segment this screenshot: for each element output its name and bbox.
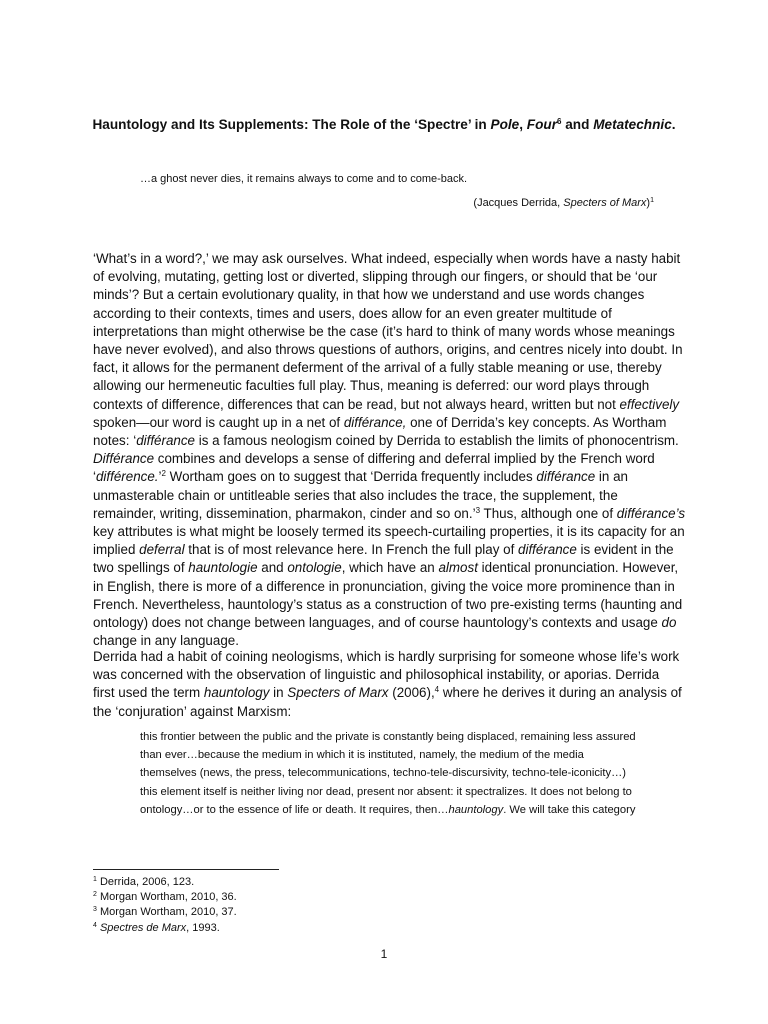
- text-run: is a famous neologism coined by Derrida to establish the limits of phonocentrism.: [195, 433, 679, 449]
- text-line: [93, 505, 685, 523]
- italic-run: ontologie: [287, 560, 342, 576]
- text-line: minds’? But a certain evolutionary quality, in that how we understand and use words changes: [93, 287, 645, 303]
- page-number: 1: [380, 947, 388, 961]
- text-run: where he derives it during an analysis of: [439, 685, 682, 701]
- block-quote: [140, 728, 700, 819]
- text-run: Thus, although one of: [480, 505, 617, 521]
- footnote-divider: [93, 869, 279, 870]
- text-line: the ‘conjuration’ against Marxism:: [93, 703, 292, 719]
- quote-line: than ever…because the medium in which it is instituted, namely, the medium of the media: [140, 749, 584, 762]
- italic-run: différance: [136, 433, 195, 449]
- text-line: ‘What’s in a word?,’ we may ask ourselves. What indeed, especially when words have a nasty habit: [93, 251, 681, 266]
- text-line: Derrida had a habit of coining neologisms, which is hardly surprising for someone whose life’s work: [93, 649, 680, 664]
- footnote-italic: Spectres de Marx: [96, 921, 187, 934]
- footnote-2: [93, 890, 237, 905]
- epigraph-quote: …a ghost never dies, it remains always to come and to come-back.: [140, 173, 468, 185]
- text-line: unmasterable chain or untitleable series that also includes the trace, the supplement, the: [93, 487, 618, 503]
- text-line: key attributes is what might be loosely termed its speech-curtailing properties, it is its capacity for an: [93, 524, 685, 540]
- text-line: fact, it allows for the permanent deferment of the arrival of a fully stable meaning or use, thereby: [93, 360, 662, 376]
- text-line: [93, 559, 685, 577]
- italic-run: deferral: [139, 542, 185, 558]
- footnotes: [93, 875, 237, 936]
- italic-run: hauntology: [203, 685, 270, 701]
- title-superscript: 6: [557, 117, 562, 126]
- footnote-3: [93, 905, 237, 920]
- text-run: . We will take this category: [503, 803, 636, 816]
- text-run: ontology) does not change between languages, and of course hauntology’s contexts and usage: [93, 615, 662, 631]
- document-title: [60, 117, 708, 132]
- text-line: was concerned with the observation of linguistic and philosophical instability, or aporias. Derrida: [93, 667, 660, 683]
- text-run: two spellings of: [93, 560, 189, 576]
- text-run: in: [269, 685, 288, 701]
- text-run: first used the term: [93, 685, 204, 701]
- text-line: of evolving, mutating, getting lost or diverted, slipping through our fingers, or should that be ‘our: [93, 269, 658, 285]
- footnote-number: 3: [93, 906, 97, 914]
- text-run: one of Derrida’s key concepts. As Wortham: [406, 414, 667, 430]
- italic-run: hauntology: [448, 803, 504, 816]
- text-line: change in any language.: [93, 633, 239, 649]
- text-line: [93, 432, 685, 450]
- text-run: , which have an: [341, 560, 439, 576]
- attribution-suffix: ): [646, 197, 651, 209]
- footnote-number: 2: [93, 891, 97, 899]
- footnote-text: Morgan Wortham, 2010, 36.: [96, 891, 237, 904]
- text-run: ontology…or to the essence of life or death. It requires, then…: [140, 803, 449, 816]
- italic-run: effectively: [619, 396, 680, 412]
- text-line: [93, 684, 685, 702]
- quote-line: this element itself is neither living nor dead, present nor absent: it spectralizes. It does not belong to: [140, 785, 632, 798]
- text-line: allowing our hermeneutic faculties full play. Thus, meaning is deferred: our word plays through: [93, 378, 650, 394]
- title-four: Four: [526, 117, 557, 132]
- text-run: contexts of difference, differences that can be read, but not always heard, written but not: [93, 396, 620, 412]
- title-text: Hauntology and Its Supplements: The Role of the ‘Spectre’ in: [92, 117, 491, 132]
- footnote-ref-4: 4: [434, 685, 440, 695]
- attribution-prefix: (Jacques Derrida,: [473, 197, 564, 209]
- text-run: Wortham goes on to suggest that ‘Derrida frequently includes: [165, 469, 537, 485]
- italic-run: Différance: [93, 451, 155, 467]
- text-line: interpretations than might otherwise be the case (it’s hard to think of many words whose meanings: [93, 323, 675, 339]
- text-run: spoken—our word is caught up in a net of: [93, 414, 344, 430]
- attribution-title: Specters of Marx: [563, 197, 647, 209]
- text-run: identical pronunciation. However,: [477, 560, 679, 576]
- italic-run: différance,: [343, 414, 407, 430]
- italic-run: différance: [536, 469, 596, 485]
- footnote-1: [93, 875, 237, 890]
- text-run: that is of most relevance here. In French the full play of: [184, 542, 519, 558]
- footnote-text: Derrida, 2006, 123.: [96, 876, 195, 888]
- text-run: remainder, writing, dissemination, pharmakon, cinder and so on.’: [93, 505, 476, 521]
- quote-line: [140, 801, 700, 819]
- paragraph-1: [93, 250, 685, 650]
- text-line: [93, 468, 685, 486]
- text-run: and: [257, 560, 288, 576]
- text-run: ‘: [93, 469, 96, 485]
- text-run: implied: [93, 542, 140, 558]
- text-run: in an: [595, 469, 628, 485]
- text-line: French. Nevertheless, hauntology’s status as a construction of two pre-existing terms (haunting and: [93, 596, 683, 612]
- text-run: combines and develops a sense of differing and deferral implied by the French word: [154, 451, 655, 467]
- text-run: ’: [158, 469, 162, 485]
- text-line: [93, 414, 685, 432]
- italic-run: do: [661, 615, 677, 631]
- footnote-number: 4: [93, 921, 97, 929]
- text-line: [93, 450, 685, 468]
- quote-line: this frontier between the public and the private is constantly being displaced, remaining less assured: [140, 731, 636, 743]
- title-and: and: [561, 117, 594, 132]
- title-period: .: [671, 117, 676, 132]
- text-run: is evident in the: [576, 542, 674, 558]
- paragraph-2: [93, 648, 685, 721]
- text-run: (2006),: [388, 685, 435, 701]
- footnote-ref-3: 3: [475, 505, 481, 515]
- text-run: notes: ‘: [93, 433, 137, 449]
- footnote-text: , 1993.: [186, 921, 220, 934]
- footnote-number: 1: [93, 876, 97, 883]
- italic-run: Specters of Marx: [287, 685, 389, 701]
- italic-run: différance: [518, 542, 577, 558]
- epigraph-attribution: [0, 197, 654, 209]
- italic-run: hauntologie: [188, 560, 258, 576]
- text-line: according to their contexts, times and users, does allow for an even greater multitude of: [93, 305, 612, 321]
- italic-run: différence.: [95, 469, 159, 485]
- text-line: [93, 614, 685, 632]
- title-pole: Pole: [490, 117, 520, 132]
- title-comma: ,: [519, 117, 527, 132]
- footnote-ref-2: 2: [161, 469, 166, 479]
- quote-line: themselves (news, the press, telecommunications, techno-tele-discursivity, techno-tele-iconicity…): [140, 767, 627, 780]
- text-line: in English, there is more of a difference in pronunciation, giving the voice more prominence than in: [93, 578, 675, 594]
- text-line: [93, 396, 685, 414]
- text-line: have never evolved), and also throws questions of authors, origins, and centres nicely into doubt. In: [93, 342, 683, 358]
- italic-run: différance’s: [616, 505, 686, 521]
- italic-run: almost: [438, 560, 478, 576]
- text-line: [93, 541, 685, 559]
- title-metatechnic: Metatechnic: [593, 117, 672, 132]
- footnote-text: Morgan Wortham, 2010, 37.: [96, 906, 237, 919]
- footnote-4: [93, 921, 237, 936]
- footnote-ref-1: 1: [650, 197, 654, 204]
